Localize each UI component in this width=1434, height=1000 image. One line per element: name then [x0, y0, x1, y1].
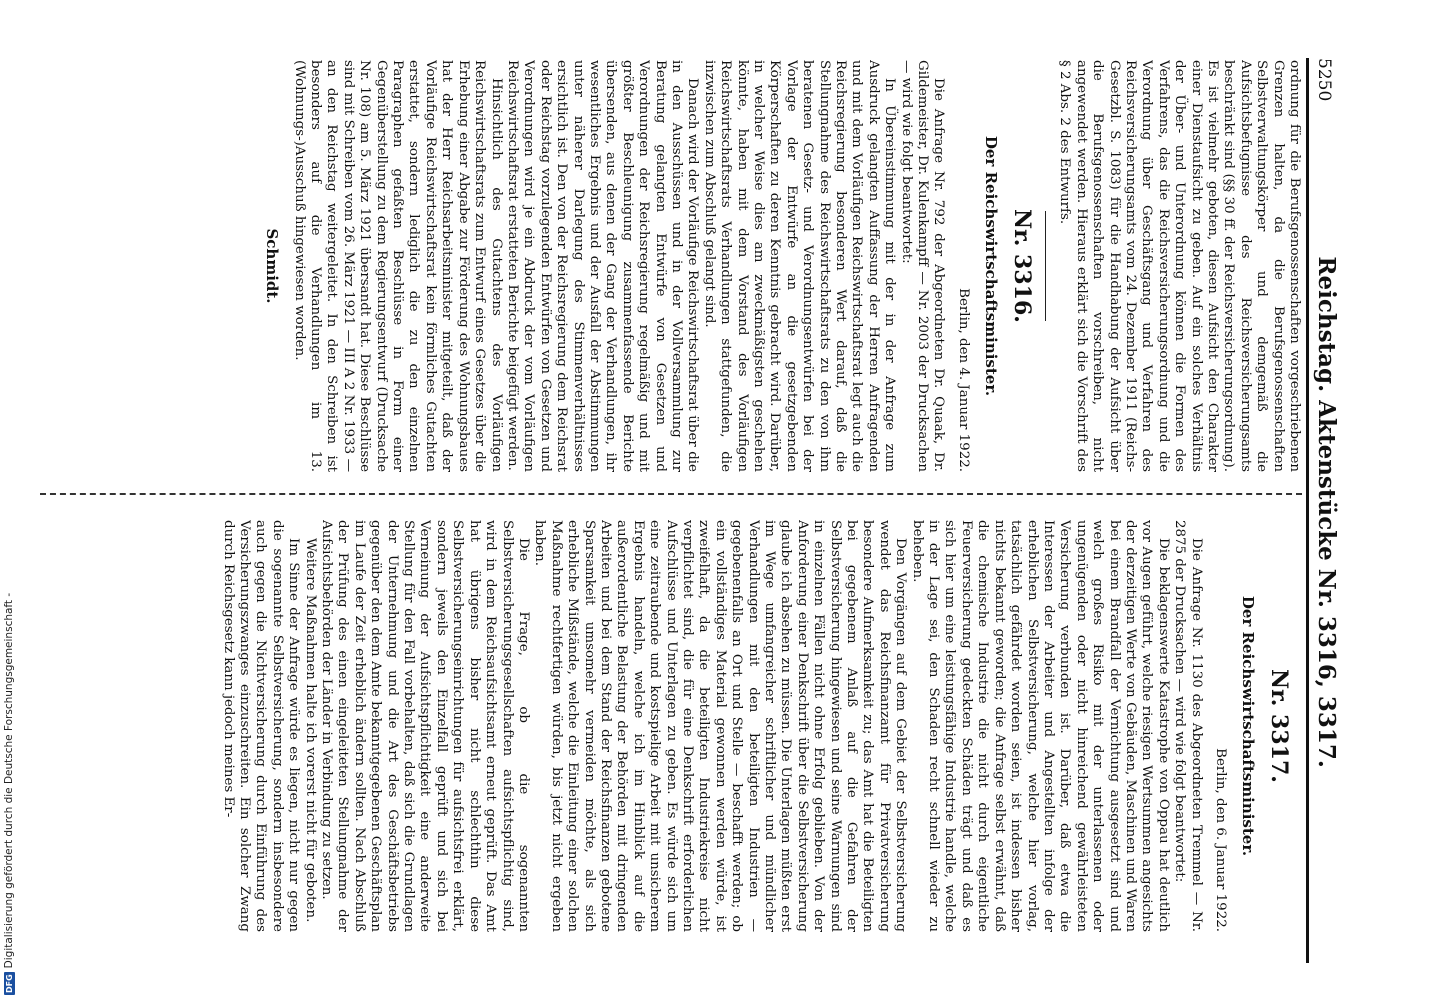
rotated-document: [2, 0, 1342, 1000]
right-column: [32, 520, 1302, 932]
body-paragraph: Weitere Maßnahmen halte ich vorerst nicht für geboten.: [302, 538, 318, 923]
section-divider: [1045, 211, 1046, 321]
inquiry-intro: Die Anfrage Nr. 1130 des Abgeordneten Tremmel — Nr. 2875 der Drucksachen — wird wie folgt beantwortet:: [1172, 520, 1204, 932]
page-number: 5250: [1314, 58, 1334, 102]
dfg-logo-icon: DFG: [5, 974, 14, 993]
running-header: [1312, 58, 1340, 963]
document-date: Berlin, den 4. Januar 1922.: [955, 288, 971, 472]
body-paragraph: In Übereinstimmung mit der in der Anfrage zum Ausdruck gelangten Auffassung der Herren Anfragenden und mit dem Vorläufigen Reichswirtschaftsrat legt auch die Reichsregierung besonderen Wert darauf, daß die Stellungnahme des Reichswirtschaftsrats zu den von ihm beratenen Gesetz- und Verordnungsentwürfen bei der Vorlage der Entwürfe an die gesetzgebenden Körperschaften zu deren Kenntnis gebracht wird. Darüber, in welcher Weise dies am zweckmäßigsten geschehen könnte, haben mit dem Vorstand des Vorläufigen Reichswirtschaftsrats Verhandlungen stattgefunden, die inzwischen zum Abschluß gelangt sind.: [701, 60, 898, 472]
header-rule: [1306, 58, 1309, 963]
body-paragraph: Im Sinne der Anfrage würde es liegen, nicht nur gegen die sogenannte Selbstversicherung, sondern insbesondere auch gegen die Nichtversicherung durch Einführung des Versicherungszwanges einzuschreiten. Ein solcher Zwang durch Reichsgesetz kann jedoch meines Er-: [220, 520, 302, 932]
body-paragraph: Danach wird der Vorläufige Reichswirtschaftsrat über die in den Ausschüssen und in der Vollversammlung zur Beratung gelangten Entwürfe von Gesetzen und Verordnungen der Reichsregierung regelmäßig und mit größter Beschleunigung zusammenfassende Berichte übersenden, aus denen der Gang der Verhandlungen, ihr wesentliches Ergebnis und der Ausfall der Abstimmungen unter näherer Darlegung des Stimmenverhältnisses ersichtlich ist. Den von der Reichsregierung dem Reichsrat oder Reichstag vorzulegenden Entwürfen von Gesetzen und Verordnungen wird je ein Abdruck der vom Vorläufigen Reichswirtschaftsrat erstatteten Berichte beigefügt werden.: [504, 60, 701, 472]
document-number: Nr. 3317.: [1266, 669, 1292, 783]
minister-heading: Der Reichswirtschaftsminister.: [981, 135, 1000, 397]
column-divider: [40, 493, 1302, 495]
inquiry-intro: Die Anfrage Nr. 792 der Abgeordneten Dr. Quaak, Dr. Gildemeister, Dr. Kulenkampff — Nr. 2003 der Drucksachen — wird wie folgt beantwortet:: [898, 60, 947, 472]
body-paragraph: Den Vorgängen auf dem Gebiet der Selbstversicherung wendet das Reichsfinanzamt für Privatversicherung besondere Aufmerksamkeit zu; das Amt hat die Beteiligten bei gegebenem Anlaß auf die Gefahren der Selbstversicherung hingewiesen und seine Warnungen sind in einzelnen Fällen nicht ohne Erfolg geblieben. Von der Anforderung einer Denkschrift über die Selbstversicherung glaube ich absehen zu müssen. Die Unterlagen müßten erst im Wege umfangreicher schriftlicher und mündlicher Verhandlungen mit den beteiligten Industrien — gegebenenfalls an Ort und Stelle — beschafft werden; ob ein vollständiges Material gewonnen werden würde, ist zweifelhaft, da die beteiligten Industriekreise nicht verpflichtet sind, die für eine Denkschrift erforderlichen Aufschlüsse und Unterlagen zu geben. Es würde sich um eine zeitraubende und kostspielige Arbeit mit unsicherem Ergebnis handeln, welche ich im Hinblick auf die außerordentliche Belastung der Behörden mit dringenden Arbeiten und bei dem Stand der Reichsfinanzen gebotene Sparsamkeit umsomehr vermeiden möchte, als sich erhebliche Mißstände, welche die Einleitung einer solchen Maßnahme rechtfertigen würden, bis jetzt nicht ergeben haben.: [532, 520, 909, 932]
minister-heading: Der Reichswirtschaftsminister.: [1239, 595, 1257, 857]
signature: Schmidt.: [263, 228, 282, 304]
digitization-credit: [2, 592, 16, 995]
continuation-paragraph: ordnung für die Berufsgenossenschaften vorgeschriebenen Grenzen halten, da die Berufsgenossenschaften Selbstverwaltungskörper und demgemäß die Aufsichtsbefugnisse des Reichsversicherungsamts beschränkt sind (§§ 30 ff. der Reichsversicherungsordnung). Es ist vielmehr geboten, diesen Aufsicht den Charakter einer Dienstaufsicht zu geben. Auf ein solches Verhältnis der Über- und Unterordnung können die Formen des Verfahrens, das die Reichsversicherungsordnung und die Verordnung über Geschäftsgang und Verfahren des Reichsversicherungsamts vom 24. Dezember 1911 (Reichs-Gesetzbl. S. 1083) für die Handhabung der Aufsicht über die Berufsgenossenschaften vorschreiben, nicht angewendet werden. Hieraus erklärt sich die Vorschrift des § 2 Abs. 2 des Entwurfs.: [1057, 60, 1302, 472]
body-paragraph: Hinsichtlich des Gutachtens des Vorläufigen Reichswirtschaftsrats zum Entwurf eines Gesetzes über die Erhebung einer Abgabe zur Förderung des Wohnungsbaues hat der Herr Reichsarbeitsminister mitgeteilt, daß der Vorläufige Reichswirtschaftsrat kein förmliches Gutachten erstattet, sondern lediglich die zu den einzelnen Paragraphen gefaßten Beschlüsse in Form einer Gegenüberstellung zu dem Regierungsentwurf (Drucksache Nr. 108) am 5. März 1921 übersandt hat. Diese Beschlüsse sind mit Schreiben vom 26. März 1921 — III A 2 Nr. 1933 — an den Reichstag weitergeleitet. In den Schreiben ist besonders auf die Verhandlungen im 13. (Wohnungs-)Ausschuß hingewiesen worden.: [291, 60, 504, 472]
credit-text: Digitalisierung gefördert durch die Deutsche Forschungsgemeinschaft -: [3, 592, 15, 969]
document-date: Berlin, den 6. Januar 1922.: [1213, 748, 1228, 932]
body-paragraph: Die Frage, ob die sogenannten Selbstversicherungsgesellschaften aufsichtspflichtig sind, wird in dem Reichsaufsichtsamt erneut geprüft. Das Amt hat übrigens bisher nicht schlechthin diese Selbstversicherungseinrichtungen für aufsichtsfrei erklärt, sondern jeweils den Einzelfall geprüft und sich bei Verneinung der Aufsichtspflichtigkeit eine anderweite Stellung für den Fall vorbehalten, daß sich die Grundlagen der Unternehmung und die Art des Geschäftsbetriebs gegenüber den dem Amte bekanntgegebenen Geschäftsplan im Laufe der Zeit erheblich ändern sollten. Nach Abschluß der Prüfung des einen eingeleiteten Stellungnahme der Aufsichtsbehörden der Länder in Verbindung zu setzen.: [319, 520, 531, 932]
body-paragraph: Die beklagenswerte Katastrophe von Oppau hat deutlich vor Augen geführt, welche riesigen Wertsummen angesichts der derzeitigen Werte von Gebäuden, Maschinen und Waren bei einem Brandfall der Vernichtung ausgesetzt sind und welch großes Risiko mit der unterlassenen oder ungenügenden oder nicht hinreichend gewährleisteten Versicherung verbunden ist. Darüber, daß etwa die Interessen der Arbeiter und Angestellten infolge der erheblichen Selbstversicherung, welche hier vorlag, tatsächlich gefährdet worden seien, ist indessen bisher nichts bekannt geworden; die Anfrage selbst erwähnt, daß die chemische Industrie die nicht durch eigentliche Feuerversicherung gedeckten Schäden trägt und daß es sich hier um eine leistungsfähige Industrie handle, welche in der Lage sei, den Schaden recht schnell wieder zu beheben.: [909, 520, 1171, 932]
document-number: Nr. 3316.: [1008, 209, 1035, 323]
header-title: Reichstag. Aktenstücke Nr. 3316, 3317.: [1313, 256, 1340, 768]
left-column: [32, 60, 1302, 472]
